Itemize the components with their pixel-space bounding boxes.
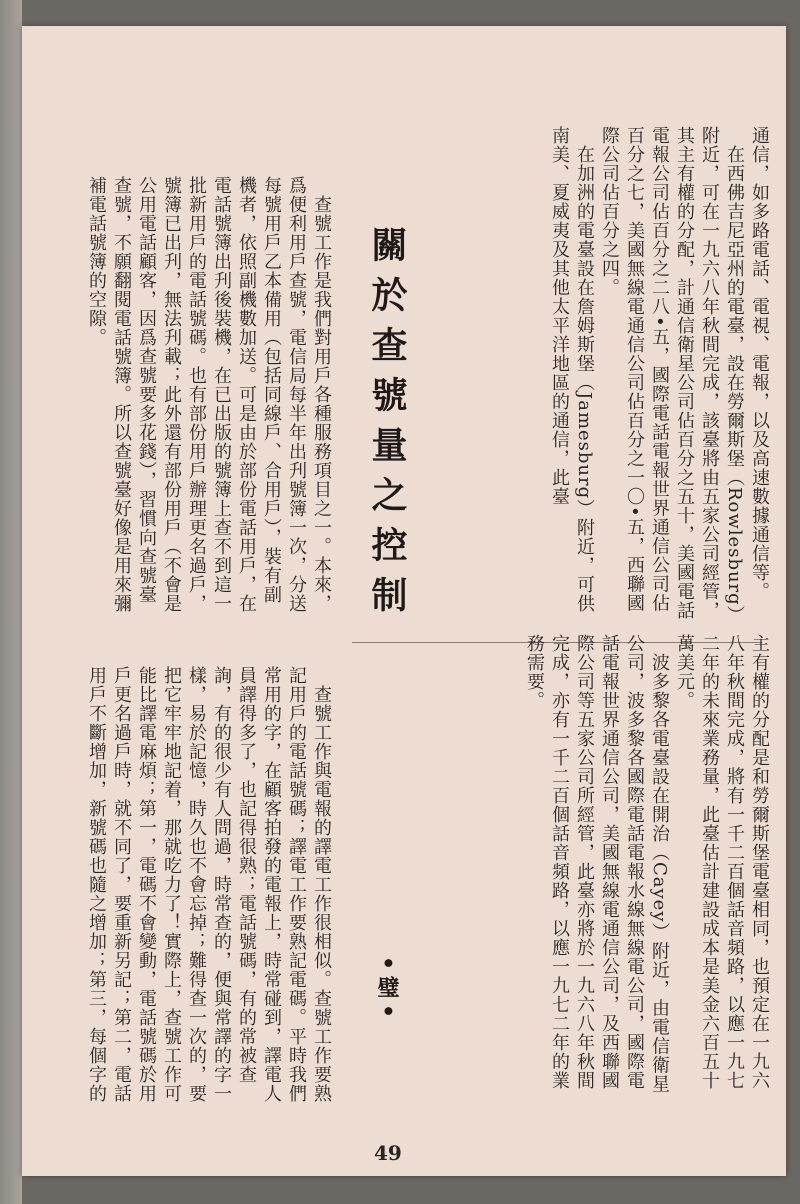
column-top-left: 查號工作是我們對用戶各種服務項目之一。本來，爲便利用戶查號，電信局每半年出刋號簿一次，分送每號用戶乙本備用（包括同線戶、合用戶），裝有副機者，依照副機數加送。可是由於部份電話用戶，在電話號簿出刋後裝機，在已出版的號簿上查不到這一批新用戶的電話號碼。也有部份用戶辦理更名過戶，號簿已出刋，無法刋載；此外還有部份用戶（不會是公用電話顧客，因爲查號要多花錢），習慣向查號臺查號，不願翻閱電話號簿。所以查號臺好像是用來彌補電話號簿的空隙。 — [86, 176, 332, 613]
column-bottom-left: 查號工作與電報的譯電工作很相似。查號工作要熟記用戶的電話號碼；譯電工作要熟記電碼。平時我們常用的字，在顧客拍發的電報上，時常碰到，譯電人員譯得多了，也記得很熟；電話號碼，有的常被查詢，有的很少有人問過，時常查的，便與常譯的字一樣，易於記憶，時久也不會忘掉；難得查一次的，要把它牢牢地記着，那就吃力了！實際上，查號工作可能比譯電麻煩；第一，電碼不會變動，電話號碼於用戶更名過戶時，就不同了，要重新另記；第二，電話用戶不斷增加，新號碼也隨之增加；第三，每個字的 — [86, 666, 332, 1103]
column-bottom-right: 主有權的分配是和勞爾斯堡電臺相同，也預定在一九六八年秋間完成，將有一千二百個話音頻路，以應一九七二年的未來業務量，此臺估計建設成本是美金六百五十萬美元。 波多黎各電臺設在開治（Cayey）附近，由電信衛星公司，波多黎各國際電話電報水線無線電公司，國際電話電報世界通信公司，美國無線電通信公司，及西聯國際公司等五家公司所經管，此臺亦將於一九六八年秋間完成，亦有一千二百個話音頻路，以應一九七二年的業務需要。 — [524, 634, 770, 1094]
document-page — [22, 26, 786, 1176]
article-title: 關於查號量之控制 — [366, 226, 408, 626]
author-name: •璧• — [374, 956, 400, 1025]
book-spine-edge — [0, 0, 22, 1204]
column-top-right: 通信，如多路電話、電視、電報，以及高速數據通信等。 在西佛吉尼亞州的電臺，設在勞爾斯堡（Rowlesburg）附近，可在一九六八年秋間完成，該臺將由五家公司經管，其主有權的分配，計通信衛星公司佔百分之五十，美國電話電報公司佔百分之二八•五，國際電話電報世界通信公司佔百分之七，美國無線電通信公司佔百分之一〇•五，西聯國際公司佔百分之四。 在加洲的電臺設在詹姆斯堡（Jamesburg）附近，可供南美、夏威夷及其他太平洋地區的通信，此臺 — [549, 126, 770, 620]
page-number: 49 — [374, 1141, 402, 1165]
